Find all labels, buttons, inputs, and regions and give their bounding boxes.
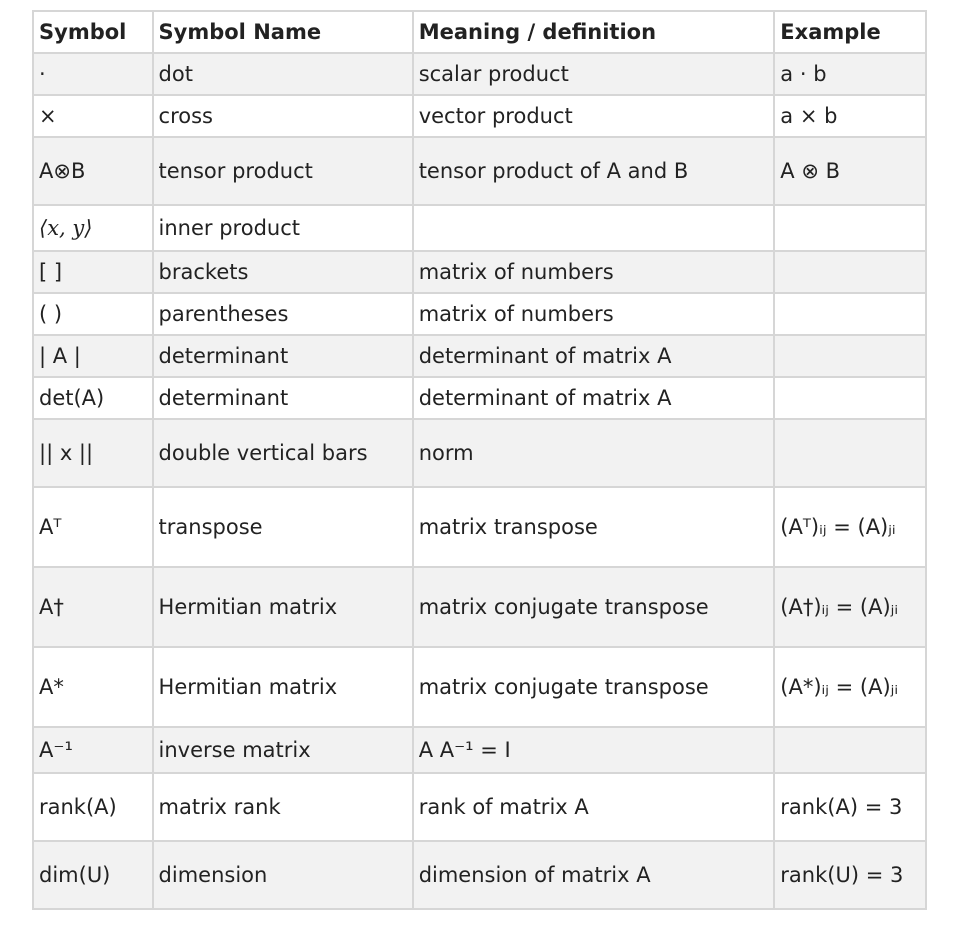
cell-example [774, 335, 926, 377]
cell-name: parentheses [153, 293, 413, 335]
header-symbol-name: Symbol Name [153, 11, 413, 53]
header-example: Example [774, 11, 926, 53]
cell-symbol: · [33, 53, 153, 95]
cell-name: matrix rank [153, 773, 413, 841]
cell-name: dot [153, 53, 413, 95]
cell-name: dimension [153, 841, 413, 909]
cell-meaning: matrix transpose [413, 487, 775, 567]
cell-meaning: rank of matrix A [413, 773, 775, 841]
cell-meaning: determinant of matrix A [413, 377, 775, 419]
table-row [33, 567, 926, 647]
cell-symbol: rank(A) [33, 773, 153, 841]
cell-name: determinant [153, 377, 413, 419]
cell-name: inner product [153, 205, 413, 251]
cell-example [774, 251, 926, 293]
header-meaning: Meaning / definition [413, 11, 775, 53]
table-row [33, 773, 926, 841]
table-row [33, 205, 926, 251]
cell-meaning: matrix of numbers [413, 293, 775, 335]
cell-example [774, 205, 926, 251]
symbol-table [32, 10, 927, 910]
table-row [33, 95, 926, 137]
cell-meaning [413, 205, 775, 251]
cell-meaning: matrix conjugate transpose [413, 567, 775, 647]
cell-symbol: [ ] [33, 251, 153, 293]
cell-symbol: A⁻¹ [33, 727, 153, 773]
cell-meaning: matrix of numbers [413, 251, 775, 293]
cell-example [774, 419, 926, 487]
cell-name: cross [153, 95, 413, 137]
table-row [33, 727, 926, 773]
cell-example: a × b [774, 95, 926, 137]
cell-meaning: vector product [413, 95, 775, 137]
cell-name: determinant [153, 335, 413, 377]
cell-name: Hermitian matrix [153, 647, 413, 727]
table-row [33, 335, 926, 377]
cell-example: a · b [774, 53, 926, 95]
table-row [33, 419, 926, 487]
cell-symbol: det(A) [33, 377, 153, 419]
cell-meaning: dimension of matrix A [413, 841, 775, 909]
cell-symbol: A* [33, 647, 153, 727]
cell-symbol: × [33, 95, 153, 137]
cell-meaning: norm [413, 419, 775, 487]
table-row [33, 53, 926, 95]
table-row [33, 647, 926, 727]
cell-name: inverse matrix [153, 727, 413, 773]
cell-symbol: Aᵀ [33, 487, 153, 567]
cell-example [774, 293, 926, 335]
cell-example: (A†)ᵢⱼ = (A)ⱼᵢ [774, 567, 926, 647]
cell-example [774, 377, 926, 419]
cell-symbol: dim(U) [33, 841, 153, 909]
table-row [33, 251, 926, 293]
cell-name: brackets [153, 251, 413, 293]
cell-name: transpose [153, 487, 413, 567]
cell-example [774, 727, 926, 773]
cell-example: rank(A) = 3 [774, 773, 926, 841]
table-row [33, 487, 926, 567]
cell-example: rank(U) = 3 [774, 841, 926, 909]
cell-symbol: ( ) [33, 293, 153, 335]
cell-meaning: determinant of matrix A [413, 335, 775, 377]
table-row [33, 293, 926, 335]
cell-meaning: matrix conjugate transpose [413, 647, 775, 727]
cell-example: (Aᵀ)ᵢⱼ = (A)ⱼᵢ [774, 487, 926, 567]
cell-name: Hermitian matrix [153, 567, 413, 647]
cell-name: double vertical bars [153, 419, 413, 487]
cell-meaning: tensor product of A and B [413, 137, 775, 205]
cell-symbol: A⊗B [33, 137, 153, 205]
cell-symbol: A† [33, 567, 153, 647]
cell-symbol: ⟨x, y⟩ [33, 205, 153, 251]
cell-example: (A*)ᵢⱼ = (A)ⱼᵢ [774, 647, 926, 727]
table-row [33, 377, 926, 419]
cell-symbol: || x || [33, 419, 153, 487]
cell-symbol: | A | [33, 335, 153, 377]
table-row [33, 841, 926, 909]
cell-meaning: A A⁻¹ = I [413, 727, 775, 773]
header-symbol: Symbol [33, 11, 153, 53]
cell-meaning: scalar product [413, 53, 775, 95]
header-row [33, 11, 926, 53]
cell-example: A ⊗ B [774, 137, 926, 205]
cell-name: tensor product [153, 137, 413, 205]
table-row [33, 137, 926, 205]
